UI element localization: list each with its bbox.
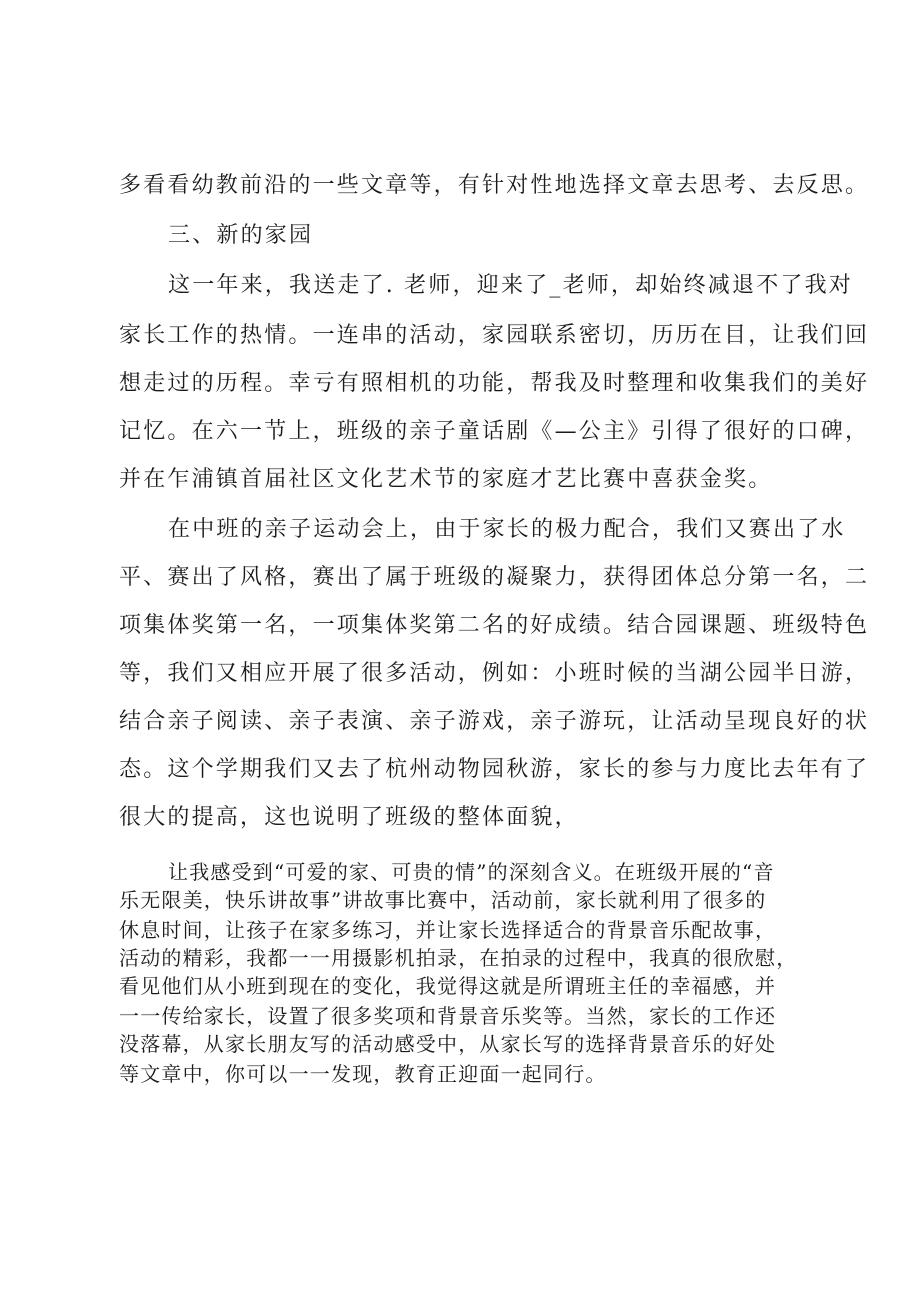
paragraph-line: 等文章中，你可以一一发现，教育正迎面一起同行。 [119,1062,607,1086]
paragraph-line: 平、赛出了风格，赛出了属于班级的凝聚力，获得团体总分第一名，二 [119,565,870,590]
paragraph-line: 乐无限美，快乐讲故事”讲故事比赛中，活动前，家长就利用了很多的 [119,888,767,912]
paragraph-line: 活动的精彩，我都一一用摄影机拍录，在拍录的过程中，我真的很欣慰， [119,946,798,970]
paragraph-line: 在中班的亲子运动会上，由于家长的极力配合，我们又赛出了水 [168,517,846,542]
paragraph-line: 态。这个学期我们又去了杭州动物园秋游，家长的参与力度比去年有了 [119,757,870,782]
paragraph-line: 休息时间，让孩子在家多练习，并让家长选择适合的背景音乐配故事， [119,918,777,942]
paragraph-line: 项集体奖第一名，一项集体奖第二名的好成绩。结合园课题、班级特色 [119,613,870,638]
paragraph-line: 没落幕，从家长朋友写的活动感受中，从家长写的选择背景音乐的好处 [119,1032,777,1056]
paragraph-line: 记忆。在六一节上，班级的亲子童话剧《—公主》引得了很好的口碑， [119,419,870,444]
paragraph-line: 看见他们从小班到现在的变化，我觉得这就是所谓班主任的幸福感，并 [119,974,777,998]
paragraph-line: 一一传给家长，设置了很多奖项和背景音乐奖等。当然，家长的工作还 [119,1004,777,1028]
paragraph-line: 并在乍浦镇首届社区文化艺术节的家庭才艺比赛中喜获金奖。 [119,467,773,492]
paragraph-line: 想走过的历程。幸亏有照相机的功能，帮我及时整理和收集我们的美好 [119,371,870,396]
paragraph-line: 等，我们又相应开展了很多活动，例如：小班时候的当湖公园半日游， [119,661,870,686]
paragraph-line: 这一年来，我送走了. 老师，迎来了_老师，却始终减退不了我对 [168,273,853,298]
paragraph-line: 结合亲子阅读、亲子表演、亲子游戏，亲子游玩，让活动呈现良好的状 [119,709,870,734]
paragraph-line: 家长工作的热情。一连串的活动，家园联系密切，历历在目，让我们回 [119,323,870,348]
paragraph-line: 很大的提高，这也说明了班级的整体面貌， [119,805,579,830]
section-heading: 三、新的家园 [168,223,314,248]
paragraph-line: 让我感受到“可爱的家、可贵的情”的深刻含义。在班级开展的“音 [168,860,775,884]
paragraph-line: 多看看幼教前沿的一些文章等，有针对性地选择文章去思考、去反思。 [119,173,870,198]
